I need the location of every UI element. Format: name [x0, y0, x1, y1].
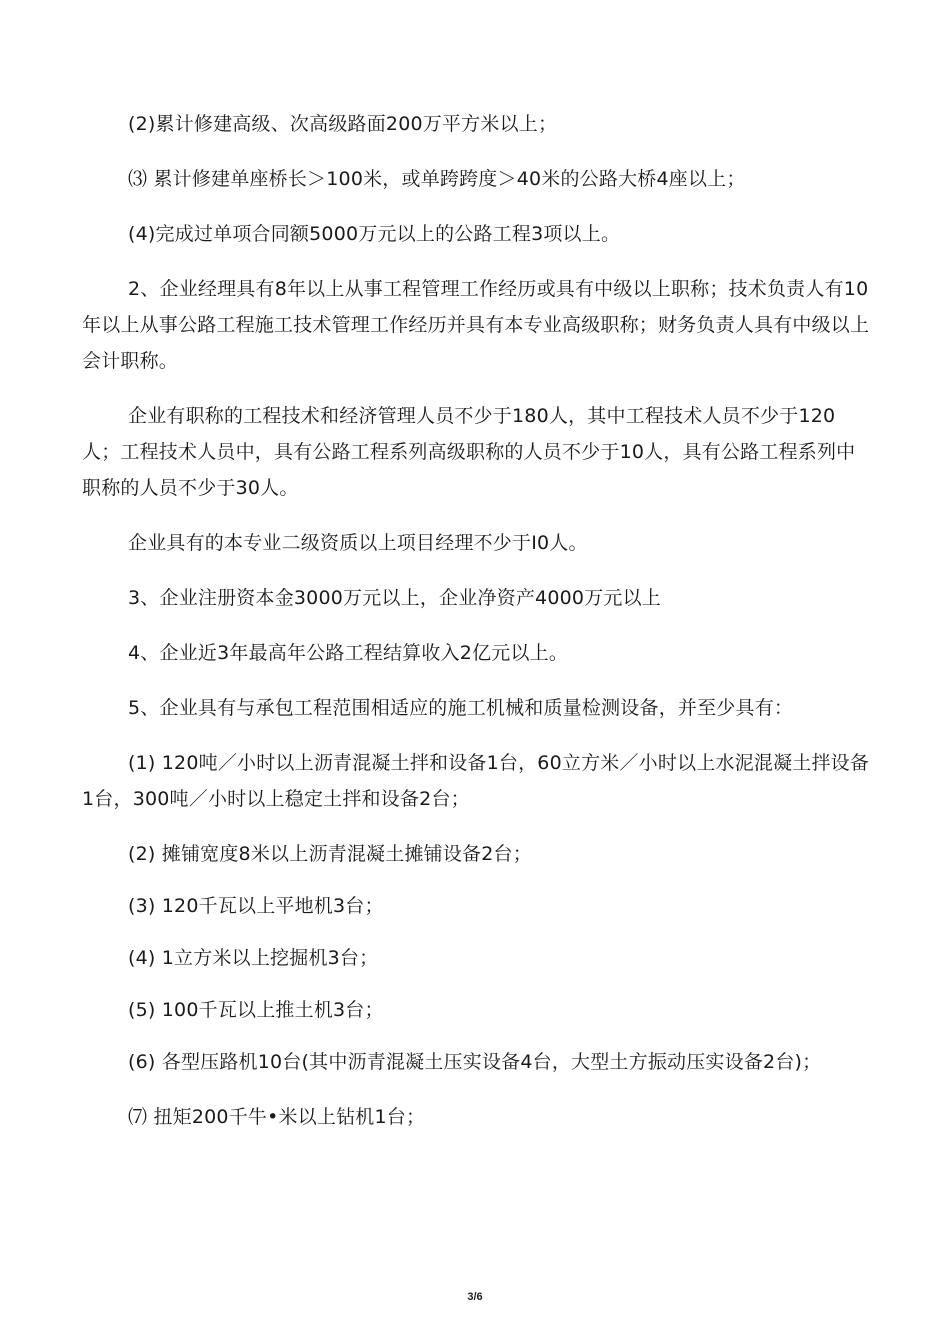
paragraph-management-qualifications: 2、企业经理具有8年以上从事工程管理工作经历或具有中级以上职称；技术负责人有10年以上从事公路工程施工技术管理工作经历并具有本专业高级职称；财务负责人具有中级以上会计职称。: [82, 278, 870, 372]
list-item-excavators: (4) 1立方米以上挖掘机3台；: [128, 947, 379, 969]
list-item-mixing-equipment: (1) 120吨／小时以上沥青混凝土拌和设备1台，60立方米／小时以上水泥混凝土拌设备1台，300吨／小时以上稳定土拌和设备2台；: [82, 752, 870, 810]
paragraph-registered-capital: 3、企业注册资本金3000万元以上，企业净资产4000万元以上: [128, 587, 661, 609]
paragraph-project-managers: 企业具有的本专业二级资质以上项目经理不少于I0人。: [128, 532, 588, 554]
document-body: [82, 106, 872, 1154]
paragraph-road-surface: (2)累计修建高级、次高级路面200万平方米以上；: [128, 113, 558, 135]
list-item-rollers: (6) 各型压路机10台(其中沥青混凝土压实设备4台，大型土方振动压实设备2台)；: [128, 1051, 822, 1073]
list-item-paving-equipment: (2) 摊铺宽度8米以上沥青混凝土摊铺设备2台；: [128, 843, 532, 865]
page-number: 3/6: [467, 1291, 483, 1303]
paragraph-equipment-intro: 5、企业具有与承包工程范围相适应的施工机械和质量检测设备，并至少具有：: [128, 697, 794, 719]
list-item-drilling-rig: ⑺ 扭矩200千牛•米以上钻机1台；: [128, 1106, 426, 1128]
list-item-bulldozers: (5) 100千瓦以上推土机3台；: [128, 999, 384, 1021]
paragraph-bridges: ⑶ 累计修建单座桥长＞100米，或单跨跨度＞40米的公路大桥4座以上；: [128, 168, 746, 190]
paragraph-contracts: (4)完成过单项合同额5000万元以上的公路工程3项以上。: [128, 223, 621, 245]
paragraph-revenue: 4、企业近3年最高年公路工程结算收入2亿元以上。: [128, 642, 569, 664]
list-item-graders: (3) 120千瓦以上平地机3台；: [128, 895, 384, 917]
paragraph-technical-staff: 企业有职称的工程技术和经济管理人员不少于180人，其中工程技术人员不少于120人；工程技术人员中，具有公路工程系列高级职称的人员不少于10人，具有公路工程系列中职称的人员不少于30人。: [82, 405, 856, 499]
